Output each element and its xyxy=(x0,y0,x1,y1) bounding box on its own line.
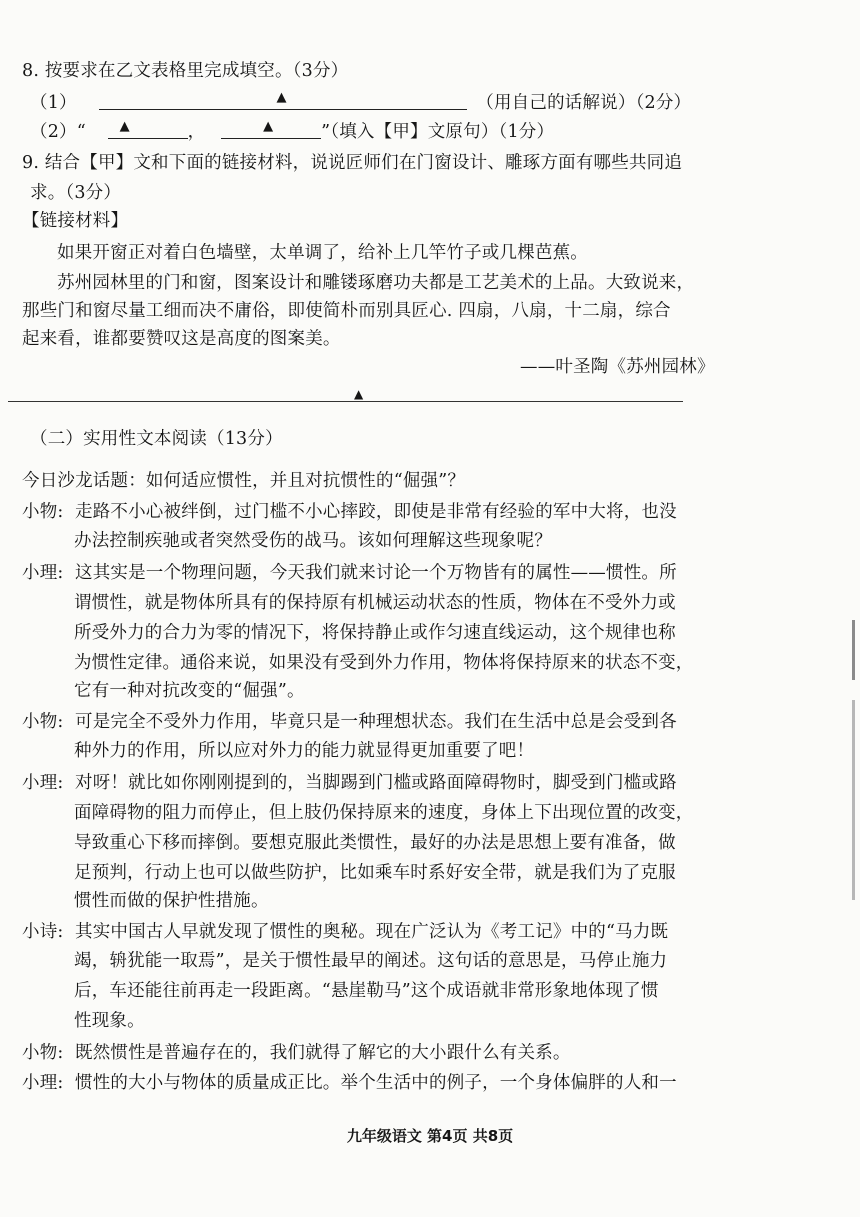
dialogue-text: 它有一种对抗改变的“倔强”。 xyxy=(74,681,305,701)
q8-sub2-marker-2: ▲ xyxy=(263,119,274,134)
material-source-text: ——叶圣陶《苏州园林》 xyxy=(520,357,715,377)
dialogue-text: 对呀！就比如你刚刚提到的，当脚踢到门槛或路面障碍物时，脚受到门槛或路 xyxy=(75,773,677,793)
dialogue-text: 足预判，行动上也可以做些防护，比如乘车时系好安全带，就是我们为了克服 xyxy=(74,863,676,883)
q8-sub1-marker: ▲ xyxy=(276,90,287,105)
speaker-label: 小物: xyxy=(22,712,64,732)
q9-material-line-4 xyxy=(22,324,341,354)
dialogue-line xyxy=(22,1006,145,1036)
dialogue-line xyxy=(22,526,552,556)
dialogue-text: 这其实是一个物理问题，今天我们就来讨论一个万物皆有的属性——惯性。所 xyxy=(75,563,677,583)
dialogue-line xyxy=(22,588,676,618)
q8-sub2-number: （2）“ xyxy=(30,122,86,142)
q8-sub2-answer-blank-2[interactable] xyxy=(221,120,321,139)
speaker-label: 小理: xyxy=(22,1073,64,1093)
speaker-label: 小物: xyxy=(22,502,64,522)
q8-sub1 xyxy=(30,88,691,118)
dialogue-text: 其实中国古人早就发现了惯性的奥秘。现在广泛认为《考工记》中的“马力既 xyxy=(75,922,669,942)
dialogue-text: 后，车还能往前再走一段距离。“悬崖勒马”这个成语就非常形象地体现了惯 xyxy=(74,981,659,1001)
dialogue-line xyxy=(22,886,269,916)
dialogue-text: 谓惯性，就是物体所具有的保持原有机械运动状态的性质，物体在不受外力或 xyxy=(74,593,676,613)
dialogue-text: 面障碍物的阻力而停止，但上肢仍保持原来的速度，身体上下出现位置的改变， xyxy=(74,803,694,823)
speaker-label: 小理: xyxy=(22,773,64,793)
dialogue-line xyxy=(22,736,534,766)
q9-material-line-1 xyxy=(57,238,588,268)
speaker-label: 小诗: xyxy=(22,922,64,942)
q8-stem xyxy=(22,56,348,86)
dialogue-line xyxy=(22,558,677,588)
dialogue-line xyxy=(22,676,305,706)
dialogue-line xyxy=(22,828,676,858)
q9-stem-line-2 xyxy=(30,178,121,208)
scan-edge-mark xyxy=(852,700,855,900)
material-text-3: 那些门和窗尽量工细而决不庸俗，即使简朴而别具匠心. 四扇，八扇，十二扇，综合 xyxy=(22,301,671,321)
q8-sub2-answer-blank-1[interactable] xyxy=(108,120,188,139)
q8-stem-text: 8. 按要求在乙文表格里完成填空。（3分） xyxy=(22,61,349,81)
dialogue-text: 走路不小心被绊倒，过门槛不小心摔跤，即使是非常有经验的军中大将，也没 xyxy=(75,502,677,522)
q9-material-line-2 xyxy=(57,268,694,298)
q9-material-source xyxy=(520,352,715,382)
q8-sub1-number: （1） xyxy=(30,93,77,113)
section-2-heading-text: （二）实用性文本阅读（13分） xyxy=(30,429,283,449)
speaker-label: 小理: xyxy=(22,563,64,583)
dialogue-line xyxy=(22,858,676,888)
q8-sub1-answer-blank[interactable] xyxy=(99,91,467,110)
q9-stem-line-1 xyxy=(22,148,682,178)
page-footer xyxy=(0,1125,860,1146)
dialogue-line xyxy=(22,497,677,527)
dialogue-text: 性现象。 xyxy=(74,1011,145,1031)
q8-sub2-marker-1: ▲ xyxy=(119,119,130,134)
dialogue-text: 为惯性定律。通俗来说，如果没有受到外力作用，物体将保持原来的状态不变， xyxy=(74,653,694,673)
dialogue-line xyxy=(22,618,676,648)
q9-stem-text-1: 9. 结合【甲】文和下面的链接材料，说说匠师们在门窗设计、雕琢方面有哪些共同追 xyxy=(22,153,683,173)
q8-sub2-instruction: ”（填入【甲】文原句）（1分） xyxy=(321,122,555,142)
dialogue-line xyxy=(22,798,694,828)
dialogue-text: 既然惯性是普遍存在的，我们就得了解它的大小跟什么有关系。 xyxy=(75,1043,571,1063)
q9-material-title xyxy=(22,206,128,236)
dialogue-text: 种外力的作用，所以应对外力的能力就显得更加重要了吧！ xyxy=(74,741,535,761)
dialogue-text: 惯性的大小与物体的质量成正比。举个生活中的例子，一个身体偏胖的人和一 xyxy=(75,1073,677,1093)
speaker-label: 小物: xyxy=(22,1043,64,1063)
q9-material-line-3 xyxy=(22,296,671,326)
page-footer-text: 九年级语文 第4页 共8页 xyxy=(346,1127,514,1145)
dialogue-text: 所受外力的合力为零的情况下，将保持静止或作匀速直线运动，这个规律也称 xyxy=(74,623,676,643)
q8-sub2 xyxy=(30,117,554,147)
q8-sub2-separator: ， xyxy=(187,122,206,142)
dialogue-text: 竭，辀犹能一取焉”，是关于惯性最早的阐述。这句话的意思是，马停止施力 xyxy=(74,951,668,971)
dialogue-line xyxy=(22,917,668,947)
dialogue-line xyxy=(22,1038,571,1068)
salon-topic xyxy=(22,466,465,496)
dialogue-text: 导致重心下移而摔倒。要想克服此类惯性，最好的办法是思想上要有准备，做 xyxy=(74,833,676,853)
q9-answer-line[interactable] xyxy=(8,401,683,402)
dialogue-line xyxy=(22,707,677,737)
dialogue-text: 惯性而做的保护性措施。 xyxy=(74,891,269,911)
dialogue-text: 可是完全不受外力作用，毕竟只是一种理想状态。我们在生活中总是会受到各 xyxy=(75,712,677,732)
material-title-text: 【链接材料】 xyxy=(22,211,129,231)
dialogue-line xyxy=(22,648,694,678)
material-text-1: 如果开窗正对着白色墙壁，太单调了，给补上几竿竹子或几棵芭蕉。 xyxy=(57,243,588,263)
dialogue-line xyxy=(22,976,659,1006)
dialogue-line xyxy=(22,946,667,976)
q9-stem-text-2: 求。（3分） xyxy=(30,183,122,203)
material-text-2: 苏州园林里的门和窗，图案设计和雕镂琢磨功夫都是工艺美术的上品。大致说来， xyxy=(57,273,695,293)
q9-answer-marker: ▲ xyxy=(354,387,364,401)
dialogue-text: 办法控制疾驰或者突然受伤的战马。该如何理解这些现象呢？ xyxy=(74,531,552,551)
material-text-4: 起来看，谁都要赞叹这是高度的图案美。 xyxy=(22,329,341,349)
dialogue-line xyxy=(22,1068,677,1098)
salon-topic-text: 今日沙龙话题：如何适应惯性，并且对抗惯性的“倔强”？ xyxy=(22,471,466,491)
q8-sub1-instruction: （用自己的话解说）（2分） xyxy=(476,93,692,113)
dialogue-line xyxy=(22,768,677,798)
section-2-heading xyxy=(30,424,283,454)
scan-edge-mark xyxy=(852,620,855,680)
